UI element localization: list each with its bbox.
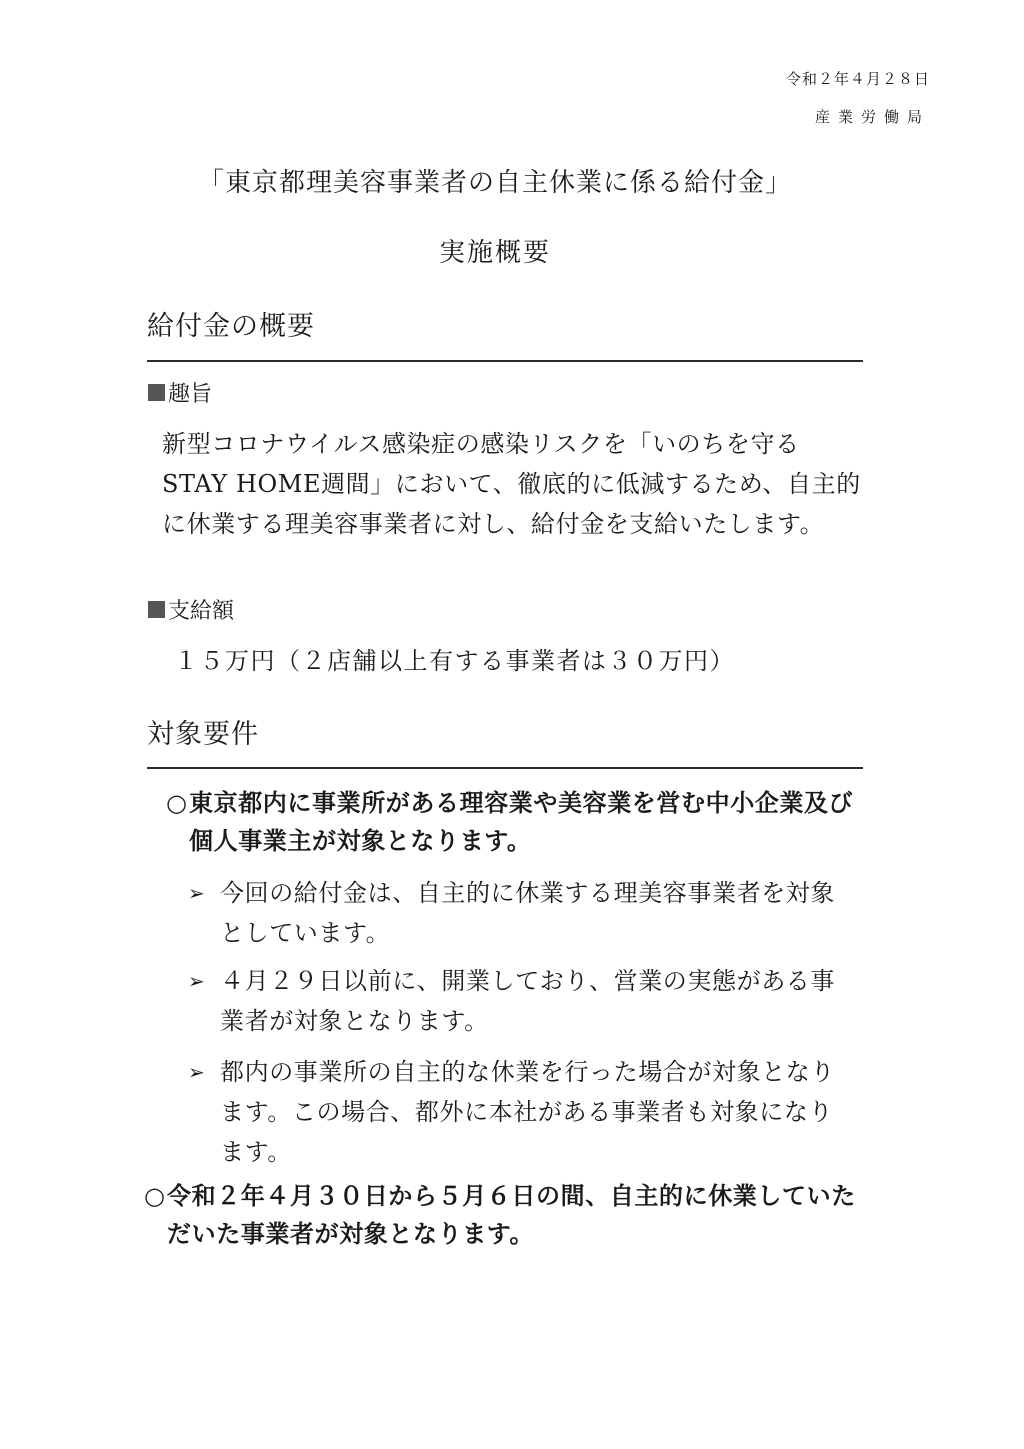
document-title: 「東京都理美容事業者の自主休業に係る給付金」: [197, 168, 792, 198]
requirement-item: [166, 784, 866, 860]
requirement-sub-text: 都内の事業所の自主的な休業を行った場合が対象となります。この場合、都外に本社がある事業者も対象になります。: [220, 1058, 835, 1166]
requirement-item: [144, 1177, 864, 1253]
arrow-bullet-icon: ➢: [188, 1060, 206, 1084]
requirement-sub-item: [188, 1052, 856, 1172]
overview-heading: 給付金の概要: [147, 311, 315, 342]
purpose-heading: 趣旨: [168, 382, 213, 407]
requirement-text: 令和２年４月３０日から５月６日の間、自主的に休業していただいた事業者が対象となります。: [167, 1182, 856, 1248]
amount-text: １５万円（２店舗以上有する事業者は３０万円）: [174, 647, 735, 675]
circle-bullet-icon: ○: [166, 789, 188, 817]
requirement-sub-item: [188, 961, 856, 1041]
purpose-heading-row: [148, 377, 212, 408]
document-date: 令和２年４月２８日: [785, 70, 930, 88]
requirements-heading: 対象要件: [147, 719, 259, 750]
document-subtitle: 実施概要: [438, 238, 551, 268]
amount-heading-row: [148, 594, 234, 625]
square-bullet-icon: [148, 384, 165, 401]
circle-bullet-icon: ○: [144, 1182, 166, 1210]
requirement-sub-text: ４月２９日以前に、開業しており、営業の実態がある事業者が対象となります。: [220, 967, 835, 1035]
overview-divider: [147, 360, 863, 362]
requirements-divider: [147, 767, 863, 769]
arrow-bullet-icon: ➢: [188, 881, 206, 905]
square-bullet-icon: [148, 601, 165, 618]
requirement-sub-item: [188, 873, 856, 953]
requirement-sub-text: 今回の給付金は、自主的に休業する理美容事業者を対象としています。: [220, 879, 835, 947]
amount-heading: 支給額: [168, 599, 235, 624]
issuing-office: 産業労働局: [814, 108, 930, 126]
purpose-text: 新型コロナウイルス感染症の感染リスクを「いのちを守るSTAY HOME週間」において、徹底的に低減するため、自主的に休業する理美容事業者に対し、給付金を支給いたします。: [162, 430, 861, 538]
arrow-bullet-icon: ➢: [188, 969, 206, 993]
requirement-text: 東京都内に事業所がある理容業や美容業を営む中小企業及び個人事業主が対象となります。: [189, 789, 854, 855]
